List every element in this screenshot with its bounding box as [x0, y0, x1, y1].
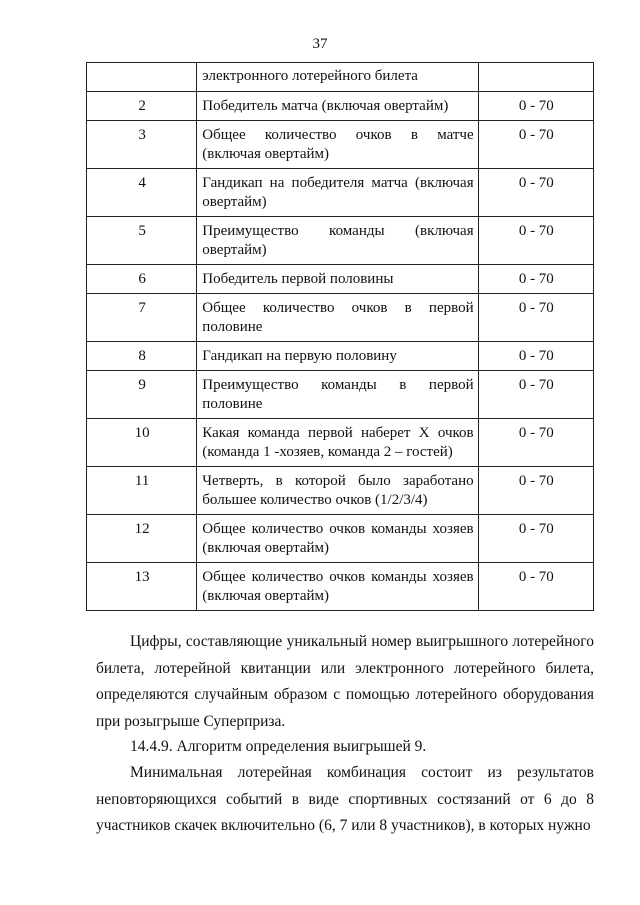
cell-number: 13	[87, 563, 197, 611]
cell-description: Победитель первой половины	[197, 265, 478, 294]
table-row	[87, 371, 594, 419]
paragraph-min-combination: Минимальная лотерейная комбинация состоит из результатов неповторяющихся событий в виде спортивных состязаний от 6 до 8 участников скачек включительно (6, 7 или 8 участников), в которых нужно	[96, 764, 594, 834]
table-row	[87, 169, 594, 217]
paragraph-superprize: Цифры, составляющие уникальный номер выигрышного лотерейного билета, лотерейной квитанции или электронного лотерейного билета, определяются случайным образом с помощью лотерейного оборудования при розыгрыше Суперприза.	[96, 633, 594, 730]
cell-range: 0 - 70	[478, 563, 593, 611]
section-heading-14-4-9: 14.4.9. Алгоритм определения выигрышей 9.	[130, 738, 427, 755]
cell-description: электронного лотерейного билета	[197, 63, 478, 92]
cell-number: 4	[87, 169, 197, 217]
cell-number: 12	[87, 515, 197, 563]
table-row	[87, 63, 594, 92]
table-row	[87, 419, 594, 467]
cell-number: 11	[87, 467, 197, 515]
table-row	[87, 563, 594, 611]
cell-description: Какая команда первой наберет X очков (команда 1 -хозяев, команда 2 – гостей)	[197, 419, 478, 467]
table-row	[87, 515, 594, 563]
page-number: 37	[312, 36, 328, 52]
cell-description: Победитель матча (включая овертайм)	[197, 92, 478, 121]
cell-description: Общее количество очков в матче (включая овертайм)	[197, 121, 478, 169]
cell-description: Гандикап на первую половину	[197, 342, 478, 371]
cell-range: 0 - 70	[478, 121, 593, 169]
cell-range: 0 - 70	[478, 467, 593, 515]
cell-range: 0 - 70	[478, 342, 593, 371]
cell-range: 0 - 70	[478, 294, 593, 342]
cell-description: Преимущество команды (включая овертайм)	[197, 217, 478, 265]
cell-range: 0 - 70	[478, 265, 593, 294]
table-row	[87, 121, 594, 169]
table-row	[87, 217, 594, 265]
cell-range: 0 - 70	[478, 169, 593, 217]
cell-number: 9	[87, 371, 197, 419]
cell-number	[87, 63, 197, 92]
cell-description: Преимущество команды в первой половине	[197, 371, 478, 419]
table-row	[87, 294, 594, 342]
events-table	[86, 62, 594, 611]
cell-number: 2	[87, 92, 197, 121]
cell-range: 0 - 70	[478, 92, 593, 121]
cell-number: 6	[87, 265, 197, 294]
cell-number: 10	[87, 419, 197, 467]
cell-description: Общее количество очков команды хозяев (включая овертайм)	[197, 563, 478, 611]
cell-number: 7	[87, 294, 197, 342]
cell-number: 8	[87, 342, 197, 371]
cell-number: 3	[87, 121, 197, 169]
cell-number: 5	[87, 217, 197, 265]
cell-description: Четверть, в которой было заработано большее количество очков (1/2/3/4)	[197, 467, 478, 515]
cell-range: 0 - 70	[478, 419, 593, 467]
cell-range	[478, 63, 593, 92]
table-row	[87, 342, 594, 371]
cell-description: Гандикап на победителя матча (включая овертайм)	[197, 169, 478, 217]
cell-range: 0 - 70	[478, 371, 593, 419]
cell-range: 0 - 70	[478, 515, 593, 563]
cell-description: Общее количество очков команды хозяев (включая овертайм)	[197, 515, 478, 563]
table-row	[87, 467, 594, 515]
cell-description: Общее количество очков в первой половине	[197, 294, 478, 342]
table-row	[87, 92, 594, 121]
cell-range: 0 - 70	[478, 217, 593, 265]
table-row	[87, 265, 594, 294]
